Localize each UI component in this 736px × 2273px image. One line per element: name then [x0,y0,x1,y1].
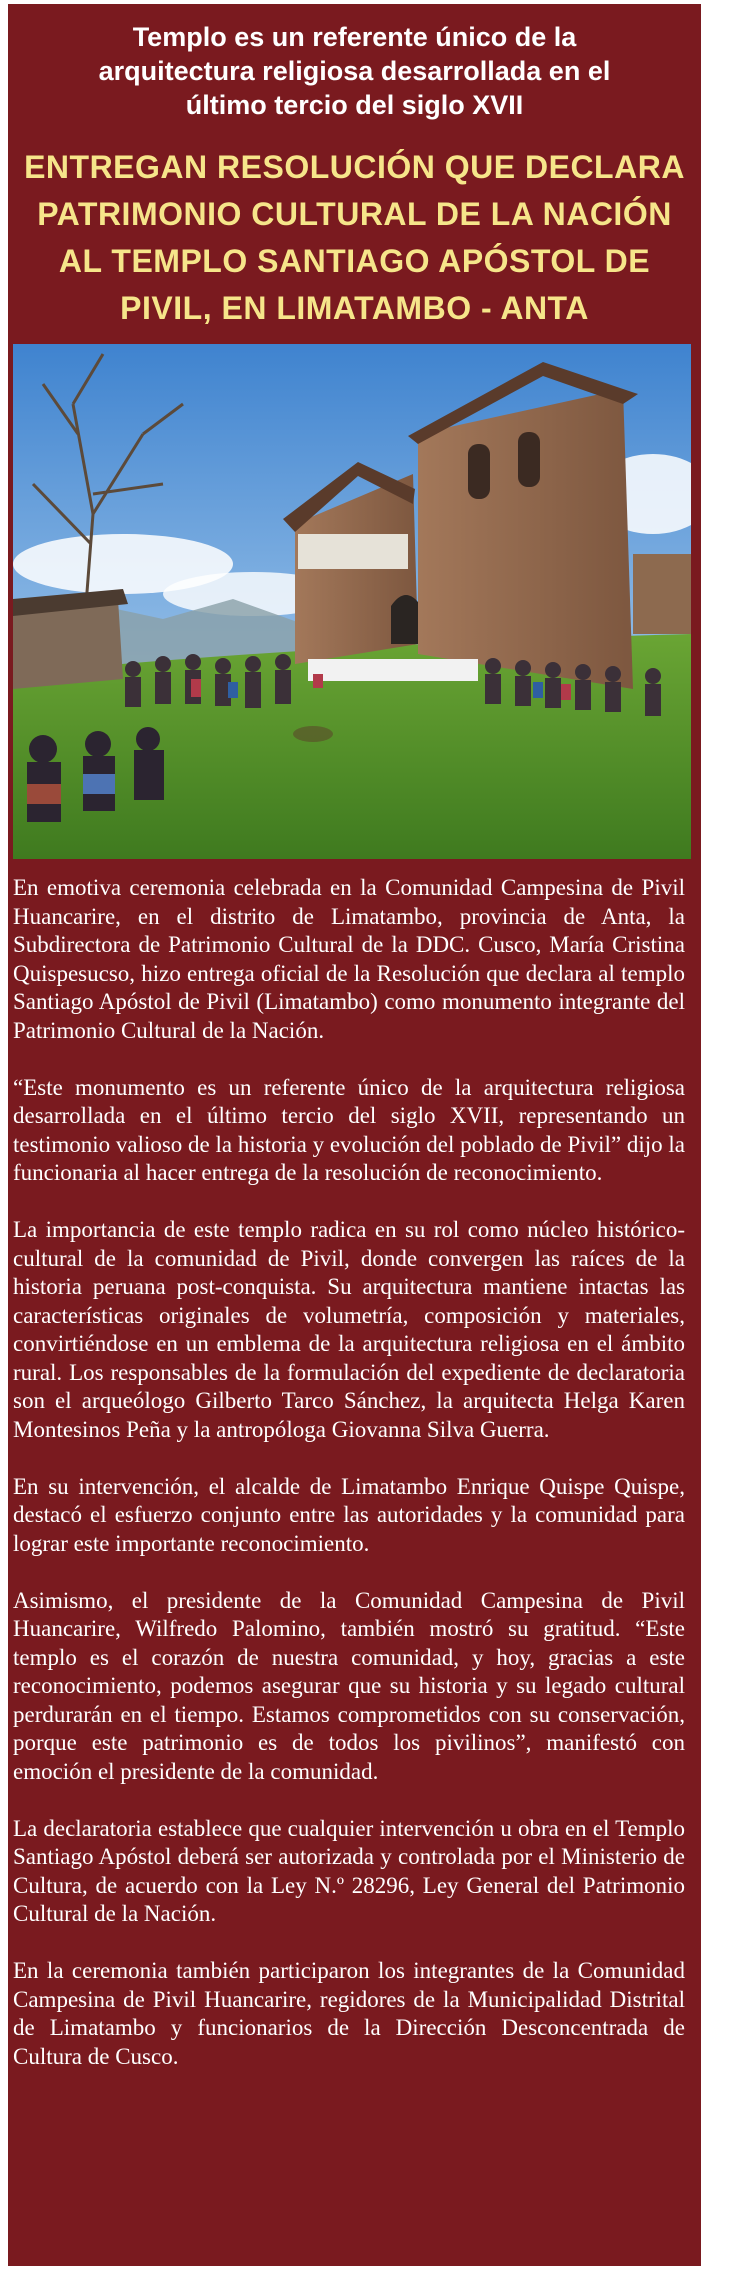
article-paragraph: La declaratoria establece que cualquier intervención u obra en el Templo Santiago Apóstol deberá ser autorizada y controlada por el Ministerio de Cultura, de acuerdo con la Ley N.º 28296, Ley General del Patrimonio Cultural de la Nación. [13,1815,685,1926]
headline-line: PIVIL, EN LIMATAMBO - ANTA [120,290,589,326]
headline-line: PATRIMONIO CULTURAL DE LA NACIÓN [37,196,672,232]
article-paragraph: La importancia de este templo radica en su rol como núcleo histórico-cultural de la comunidad de Pivil, donde convergen las raíces de la historia peruana post-conquista. Su arquitectura mantiene intactas las características originales de volumetría, composición y materiales, convirtiéndose en un emblema de la arquitectura religiosa en el ámbito rural. Los responsables de la formulación del expediente de declaratoria son el arqueólogo Gilberto Tarco Sánchez, la arquitecta Helga Karen Montesinos Peña y la antropóloga Giovanna Silva Guerra. [13,1217,685,1442]
article-paragraph: “Este monumento es un referente único de la arquitectura religiosa desarrollada en el último tercio del siglo XVII, representando un testimonio valioso de la historia y evolución del poblado de Pivil” dijo la funcionaria al hacer entrega de la resolución de reconocimiento. [13,1074,685,1185]
headline-line: ENTREGAN RESOLUCIÓN QUE DECLARA [24,149,685,185]
headline-line: AL TEMPLO SANTIAGO APÓSTOL DE [58,243,651,279]
article-headline [8,144,701,332]
article-paragraph: En su intervención, el alcalde de Limatambo Enrique Quispe Quispe, destacó el esfuerzo conjunto entre las autoridades y la comunidad para lograr este importante reconocimiento. [13,1473,685,1556]
article-panel [8,4,701,2266]
subtitle-line: arquitectura religiosa desarrollada en el [98,56,611,86]
church-ceremony-photo [13,344,691,859]
article-paragraph: En la ceremonia también participaron los integrantes de la Comunidad Campesina de Pivil Huancarire, regidores de la Municipalidad Distrital de Limatambo y funcionarios de la Dirección Desconcentrada de Cultura de Cusco. [13,1958,685,2069]
article-subtitle [8,20,701,122]
article-paragraph: Asimismo, el presidente de la Comunidad Campesina de Pivil Huancarire, Wilfredo Palomino, también mostró su gratitud. “Este templo es el corazón de nuestra comunidad, y hoy, gracias a este reconocimiento, podemos asegurar que su historia y su legado cultural perdurarán en el tiempo. Estamos comprometidos con su conservación, porque este patrimonio es de todos los pivilinos”, manifestó con emoción el presidente de la comunidad. [13,1587,685,1784]
article-paragraph: En emotiva ceremonia celebrada en la Comunidad Campesina de Pivil Huancarire, en el distrito de Limatambo, provincia de Anta, la Subdirectora de Patrimonio Cultural de la DDC. Cusco, María Cristina Quispesucso, hizo entrega oficial de la Resolución que declara al templo Santiago Apóstol de Pivil (Limatambo) como monumento integrante del Patrimonio Cultural de la Nación. [13,875,685,1043]
article-body [13,874,685,2100]
subtitle-line: Templo es un referente único de la [132,22,577,52]
subtitle-line: último tercio del siglo XVII [185,90,524,120]
